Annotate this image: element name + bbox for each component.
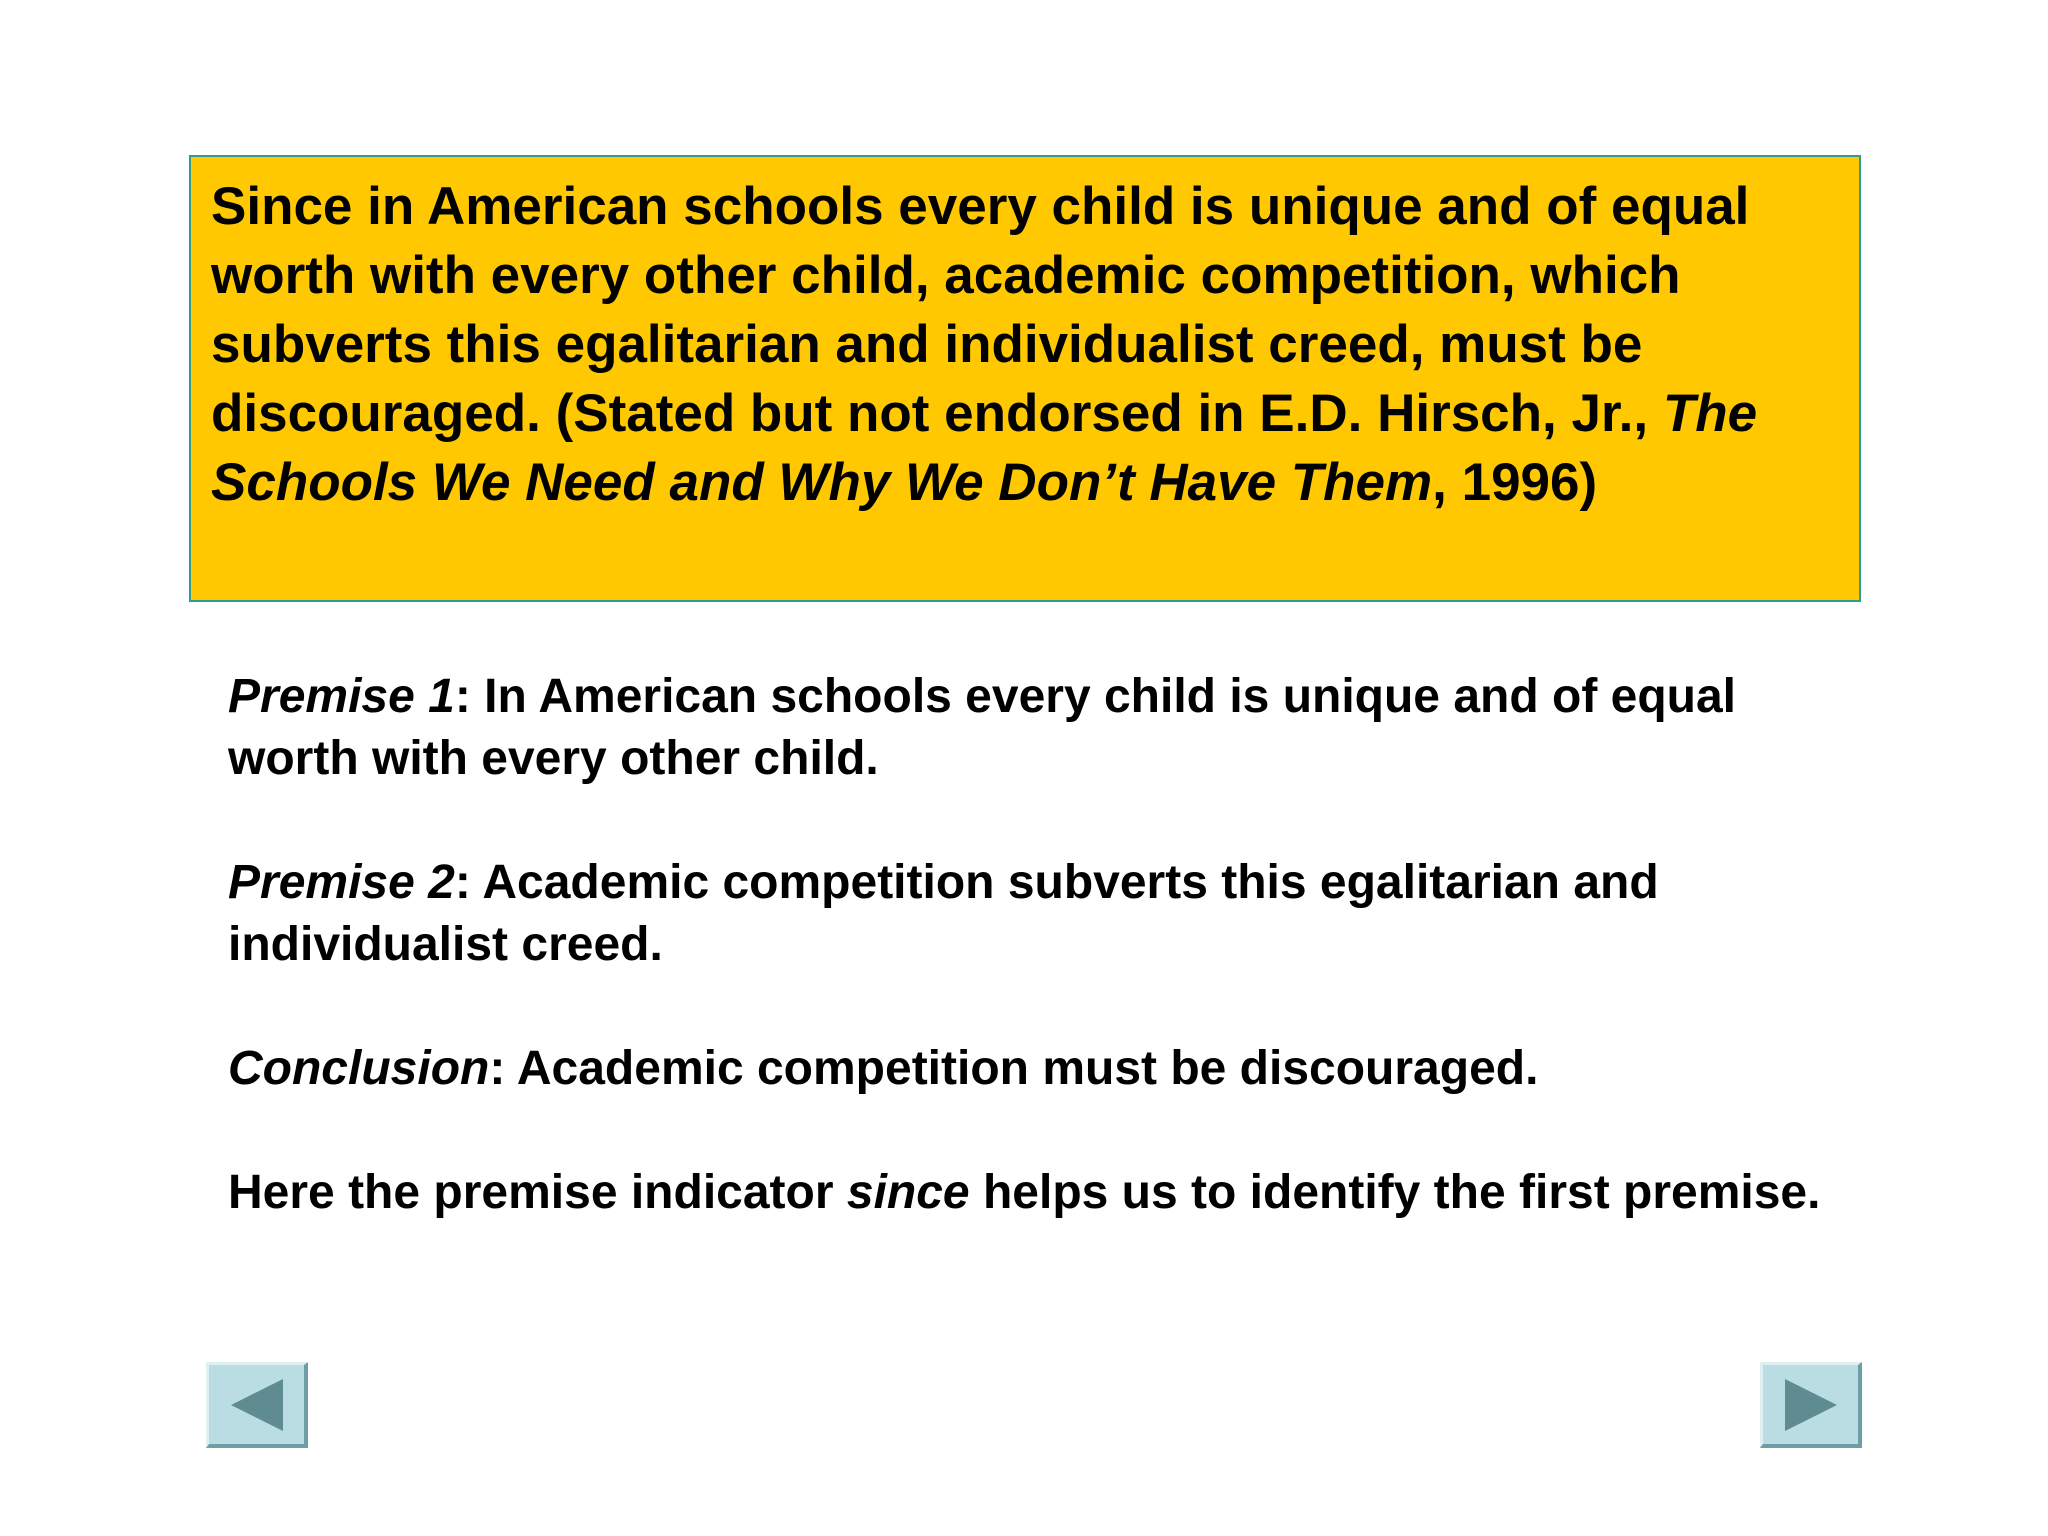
note-keyword: since (846, 1166, 970, 1219)
argument-breakdown (228, 666, 1848, 1286)
triangle-right-icon (1781, 1377, 1841, 1433)
next-slide-button[interactable] (1760, 1362, 1862, 1448)
premise-2-label: Premise 2 (228, 856, 455, 909)
premise-2-separator: : (454, 856, 471, 909)
premise-1-text: In American schools every child is unique and of equal worth with every other child. (228, 670, 1737, 785)
quote-box (189, 155, 1861, 602)
conclusion-separator: : (489, 1042, 506, 1095)
premise-1 (228, 666, 1848, 790)
premise-2-text: Academic competition subverts this egalitarian and individualist creed. (228, 856, 1659, 971)
note-text-before: Here the premise indicator (228, 1166, 847, 1219)
premise-1-label: Premise 1 (228, 670, 455, 723)
premise-indicator-note (228, 1162, 1848, 1224)
note-text-after: helps us to identify the first premise. (969, 1166, 1821, 1219)
conclusion-text: Academic competition must be discouraged. (505, 1042, 1539, 1095)
triangle-left-icon (227, 1377, 287, 1433)
quote-book-title: The Schools We Need and Why We Don’t Have Them (211, 384, 1758, 512)
conclusion-label: Conclusion (228, 1042, 490, 1095)
previous-slide-button[interactable] (206, 1362, 308, 1448)
quote-text: Since in American schools every child is unique and of equal worth with every other child, academic competition, which subverts this egalitarian and individualist creed, must be discouraged. (Stated but not endorsed in E.D. Hirsch, Jr., (211, 177, 1750, 443)
conclusion (228, 1038, 1848, 1100)
premise-2 (228, 852, 1848, 976)
premise-1-separator: : (454, 670, 471, 723)
quote-citation-end: , 1996) (1432, 453, 1598, 512)
